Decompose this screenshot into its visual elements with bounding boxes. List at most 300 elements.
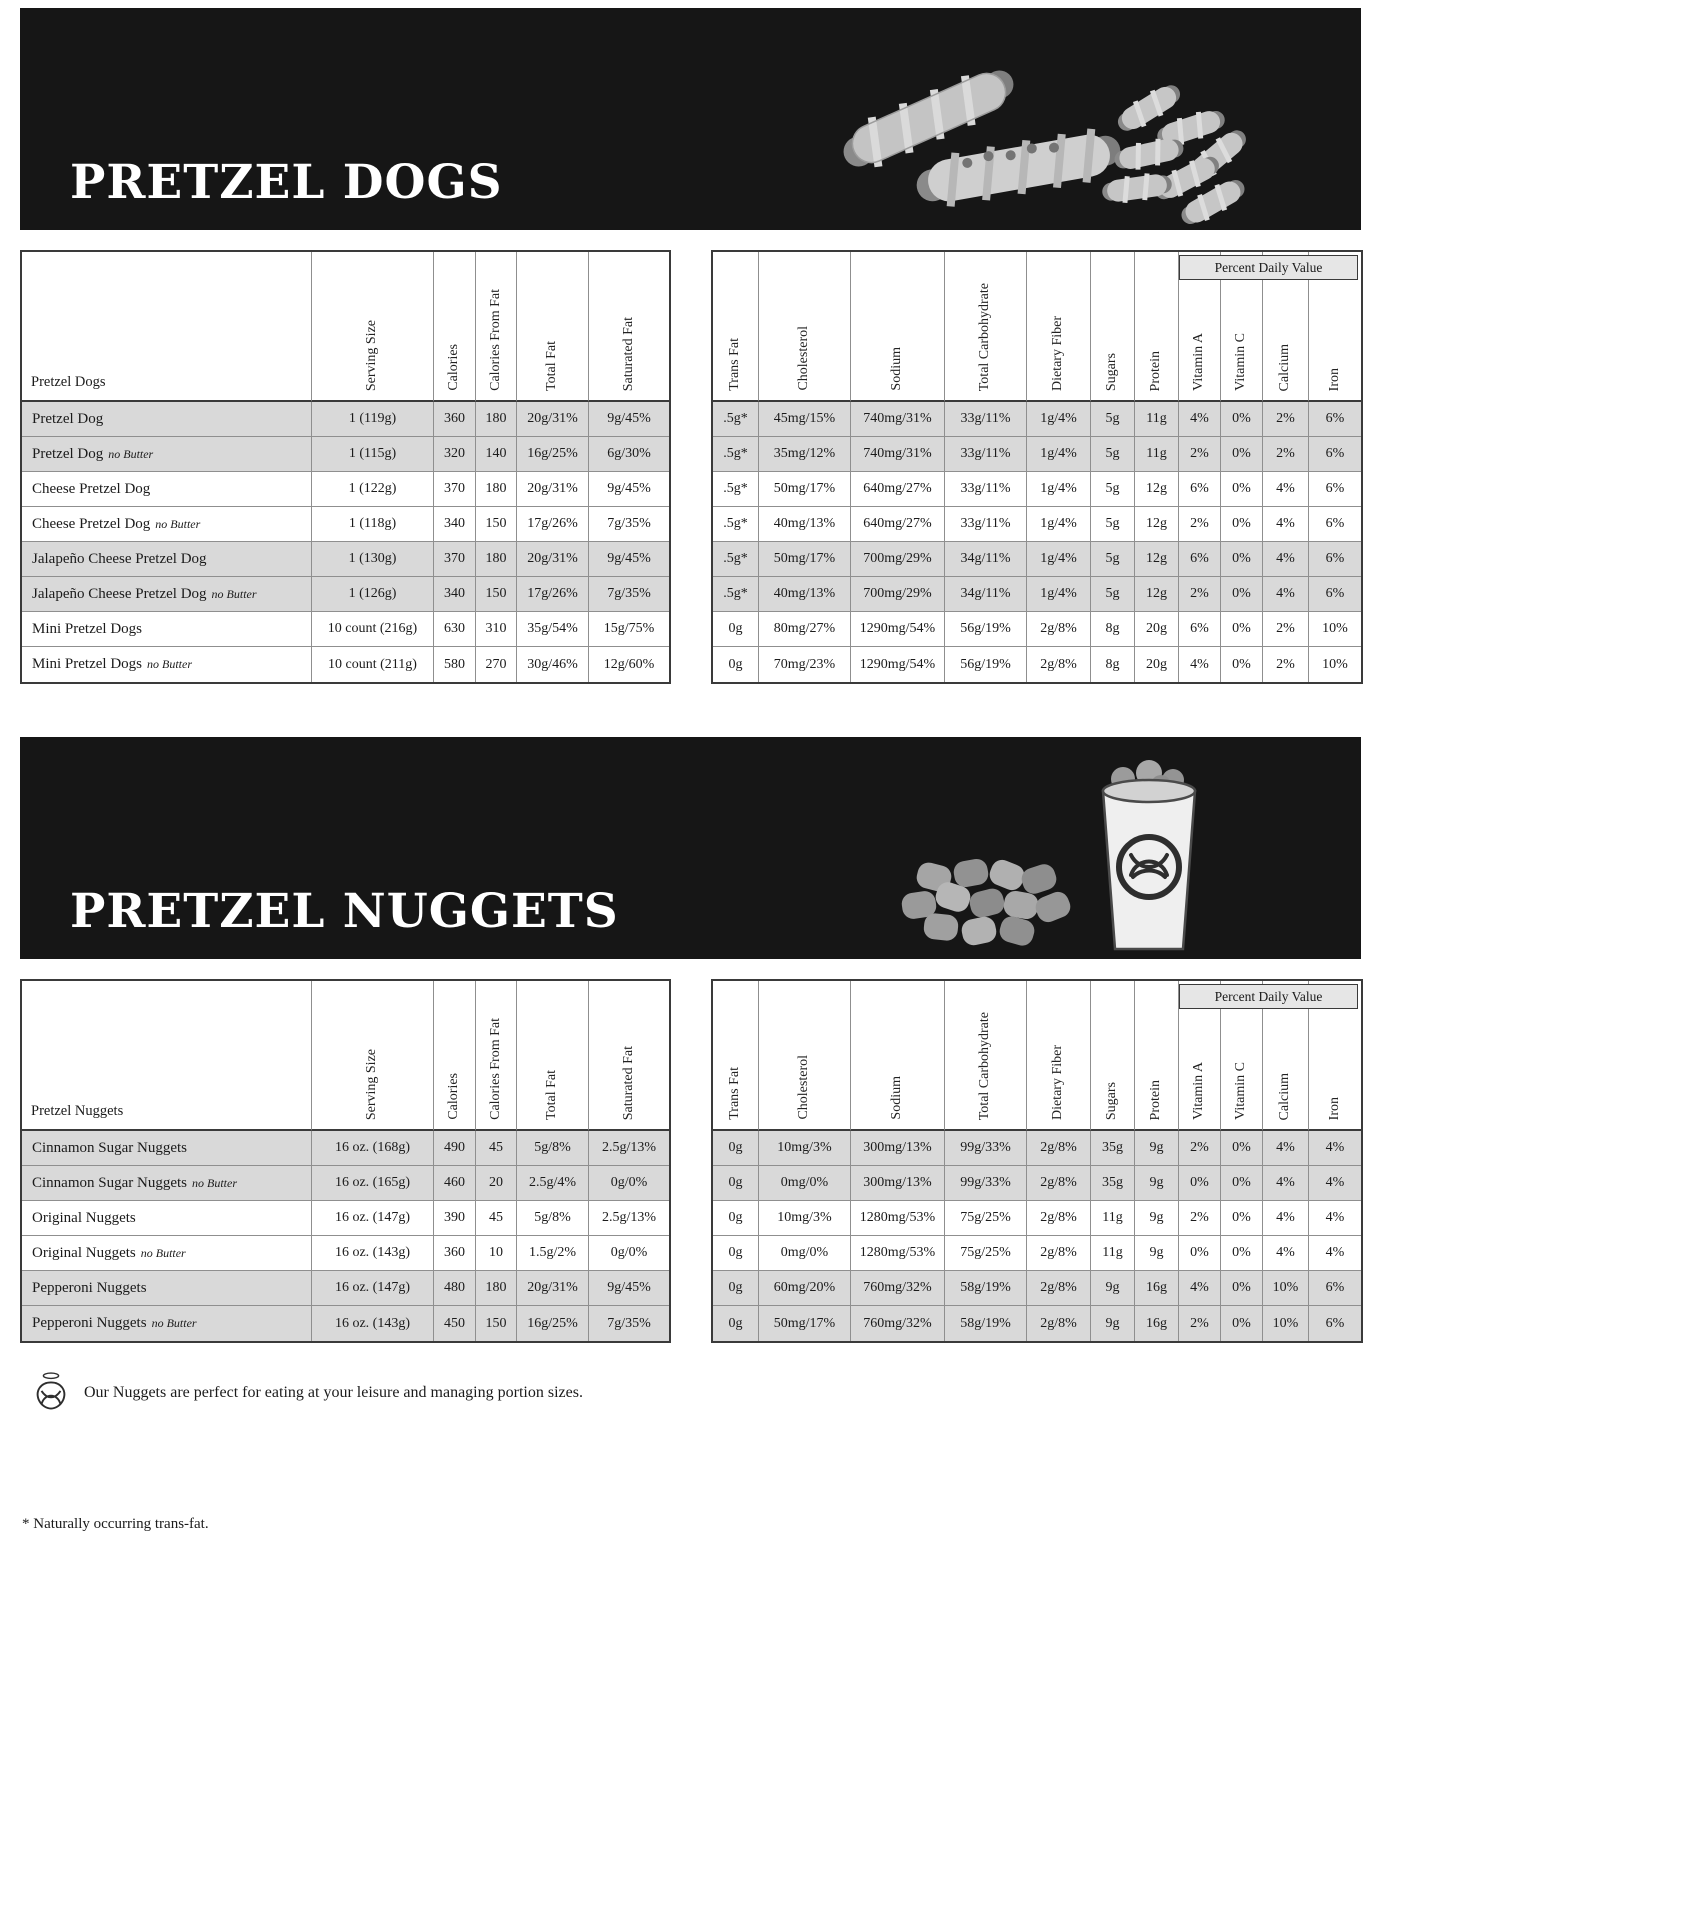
nuggets-note (20, 1369, 1361, 1416)
value-cell: 45 (476, 1131, 517, 1166)
value-cell: 10mg/3% (759, 1131, 851, 1166)
row-label (22, 577, 312, 612)
column-header-text: Sugars (1104, 1081, 1120, 1120)
value-cell: 1.5g/2% (517, 1236, 589, 1271)
value-cell: 30g/46% (517, 647, 589, 682)
value-cell: 370 (434, 472, 476, 507)
value-cell: 0g (713, 1166, 759, 1201)
nutrition-table-right (711, 250, 1363, 684)
value-cell: 4% (1179, 1271, 1221, 1306)
value-cell: 1280mg/53% (851, 1201, 945, 1236)
value-cell: 2g/8% (1027, 612, 1091, 647)
value-cell: 5g (1091, 507, 1135, 542)
value-cell: 460 (434, 1166, 476, 1201)
value-cell: 300mg/13% (851, 1131, 945, 1166)
value-cell: 0% (1221, 1236, 1263, 1271)
column-header-text: Sodium (889, 1076, 905, 1120)
item-name: Pepperoni Nuggets (32, 1315, 147, 1331)
value-cell: 11g (1091, 1236, 1135, 1271)
value-cell: 10% (1309, 612, 1361, 647)
value-cell: 0g (713, 612, 759, 647)
value-cell: 75g/25% (945, 1201, 1027, 1236)
column-header-text: Total Fat (544, 341, 560, 391)
value-cell: 50mg/17% (759, 472, 851, 507)
column-header-text: Calories From Fat (487, 289, 503, 391)
column-header-text: Iron (1326, 1096, 1342, 1120)
column-header-text: Vitamin C (1233, 1062, 1249, 1120)
value-cell: 35mg/12% (759, 437, 851, 472)
value-cell: 8g (1091, 647, 1135, 682)
value-cell: 20g/31% (517, 1271, 589, 1306)
value-cell: 60mg/20% (759, 1271, 851, 1306)
row-label (22, 612, 312, 647)
value-cell: 0g (713, 1271, 759, 1306)
column-header (1091, 981, 1135, 1131)
value-cell: 4% (1263, 1236, 1309, 1271)
value-cell: 2% (1179, 507, 1221, 542)
value-cell: 2% (1179, 1201, 1221, 1236)
column-header (945, 252, 1027, 402)
value-cell: 2% (1263, 647, 1309, 682)
item-name: Jalapeño Cheese Pretzel Dog (32, 585, 207, 602)
value-cell: 2g/8% (1027, 1131, 1091, 1166)
value-cell: 0g (713, 647, 759, 682)
value-cell: 740mg/31% (851, 402, 945, 437)
value-cell: 4% (1179, 647, 1221, 682)
pretzel-nuggets-photo (889, 755, 1219, 955)
value-cell: 9g/45% (589, 542, 669, 577)
value-cell: 16g/25% (517, 437, 589, 472)
column-header (945, 981, 1027, 1131)
column-header-text: Saturated Fat (620, 1045, 636, 1120)
column-header (713, 252, 759, 402)
value-cell: 7g/35% (589, 1306, 669, 1341)
item-name-suffix: no Butter (140, 1245, 186, 1260)
column-header (312, 981, 434, 1131)
column-header-text: Iron (1326, 367, 1342, 391)
value-cell: 6% (1309, 577, 1361, 612)
value-cell: 9g (1091, 1306, 1135, 1341)
value-cell: 0% (1221, 472, 1263, 507)
column-header (759, 981, 851, 1131)
value-cell: 4% (1263, 507, 1309, 542)
nutrition-table-left (20, 250, 671, 684)
column-header-text: Trans Fat (727, 338, 743, 391)
value-cell: 33g/11% (945, 472, 1027, 507)
value-cell: 9g (1091, 1271, 1135, 1306)
value-cell: 2g/8% (1027, 1306, 1091, 1341)
value-cell: 180 (476, 402, 517, 437)
value-cell: 320 (434, 437, 476, 472)
value-cell: 6% (1179, 542, 1221, 577)
value-cell: 1290mg/54% (851, 612, 945, 647)
value-cell: 5g/8% (517, 1201, 589, 1236)
item-name: Pepperoni Nuggets (32, 1279, 147, 1296)
column-header-text: Dietary Fiber (1050, 1044, 1066, 1120)
value-cell: 12g (1135, 507, 1179, 542)
value-cell: 0% (1179, 1166, 1221, 1201)
value-cell: 5g (1091, 577, 1135, 612)
item-name: Pretzel Dog (32, 445, 104, 462)
item-name: Original Nuggets (32, 1244, 136, 1261)
value-cell: 6% (1309, 472, 1361, 507)
item-name-suffix: no Butter (108, 446, 154, 461)
value-cell: .5g* (713, 402, 759, 437)
value-cell: 9g (1135, 1236, 1179, 1271)
value-cell: 2.5g/13% (589, 1131, 669, 1166)
value-cell: 11g (1135, 402, 1179, 437)
value-cell: 15g/75% (589, 612, 669, 647)
value-cell: 0g/0% (589, 1236, 669, 1271)
value-cell: 2g/8% (1027, 1201, 1091, 1236)
value-cell: 310 (476, 612, 517, 647)
column-header-text: Protein (1148, 350, 1164, 391)
value-cell: 2% (1179, 1131, 1221, 1166)
pretzel-dogs-banner (20, 8, 1361, 230)
value-cell: 8g (1091, 612, 1135, 647)
value-cell: 16g (1135, 1271, 1179, 1306)
value-cell: 0% (1221, 437, 1263, 472)
column-header (713, 981, 759, 1131)
value-cell: 450 (434, 1306, 476, 1341)
value-cell: 5g (1091, 542, 1135, 577)
value-cell: 0% (1221, 402, 1263, 437)
value-cell: 4% (1179, 402, 1221, 437)
value-cell: 58g/19% (945, 1306, 1027, 1341)
value-cell: 20 (476, 1166, 517, 1201)
value-cell: 2% (1263, 612, 1309, 647)
value-cell: 12g (1135, 542, 1179, 577)
value-cell: 340 (434, 507, 476, 542)
column-header-text: Dietary Fiber (1050, 315, 1066, 391)
value-cell: 4% (1263, 542, 1309, 577)
value-cell: 150 (476, 577, 517, 612)
document-content (20, 8, 1361, 1416)
column-header-text: Calcium (1277, 343, 1293, 391)
value-cell: 180 (476, 542, 517, 577)
column-header (434, 981, 476, 1131)
value-cell: 2% (1179, 1306, 1221, 1341)
value-cell: 5g (1091, 472, 1135, 507)
value-cell: 20g/31% (517, 472, 589, 507)
value-cell: 7g/35% (589, 577, 669, 612)
value-cell: 10 (476, 1236, 517, 1271)
value-cell: 360 (434, 1236, 476, 1271)
value-cell: 0% (1221, 507, 1263, 542)
value-cell: 12g (1135, 472, 1179, 507)
value-cell: 6% (1309, 1306, 1361, 1341)
value-cell: 0g (713, 1131, 759, 1166)
value-cell: 1280mg/53% (851, 1236, 945, 1271)
value-cell: 1 (118g) (312, 507, 434, 542)
item-name: Mini Pretzel Dogs (32, 620, 142, 637)
column-header-text: Calories (446, 344, 462, 391)
value-cell: 34g/11% (945, 577, 1027, 612)
table-corner-label (22, 252, 312, 402)
table-corner-label-text: Pretzel Dogs (31, 374, 106, 390)
item-name-suffix: no Butter (151, 1316, 197, 1330)
pretzel-icon (32, 1369, 70, 1416)
value-cell: 0mg/0% (759, 1236, 851, 1271)
value-cell: 1 (119g) (312, 402, 434, 437)
value-cell: 16 oz. (143g) (312, 1236, 434, 1271)
value-cell: 1g/4% (1027, 437, 1091, 472)
value-cell: 4% (1263, 1201, 1309, 1236)
value-cell: 9g (1135, 1166, 1179, 1201)
column-header-text: Total Carbohydrate (977, 1011, 993, 1120)
value-cell: 1 (115g) (312, 437, 434, 472)
value-cell: 35g/54% (517, 612, 589, 647)
value-cell: 56g/19% (945, 647, 1027, 682)
value-cell: 140 (476, 437, 517, 472)
column-header-text: Sodium (889, 347, 905, 391)
pretzel-nuggets-section (20, 737, 1361, 1416)
value-cell: 9g (1135, 1201, 1179, 1236)
row-label (22, 1236, 312, 1271)
item-name-suffix: no Butter (192, 1175, 237, 1190)
value-cell: 0% (1221, 577, 1263, 612)
value-cell: 5g (1091, 402, 1135, 437)
column-header-text: Saturated Fat (620, 316, 636, 391)
row-label (22, 1131, 312, 1166)
row-label (22, 507, 312, 542)
row-label (22, 542, 312, 577)
value-cell: 340 (434, 577, 476, 612)
value-cell: 2g/8% (1027, 647, 1091, 682)
column-header (589, 981, 669, 1131)
value-cell: 34g/11% (945, 542, 1027, 577)
value-cell: 20g (1135, 612, 1179, 647)
item-name: Mini Pretzel Dogs (32, 656, 142, 672)
value-cell: 5g (1091, 437, 1135, 472)
value-cell: 0% (1179, 1236, 1221, 1271)
value-cell: 0% (1221, 1201, 1263, 1236)
value-cell: 75g/25% (945, 1236, 1027, 1271)
value-cell: 0% (1221, 612, 1263, 647)
value-cell: 16 oz. (147g) (312, 1201, 434, 1236)
value-cell: 2g/8% (1027, 1166, 1091, 1201)
value-cell: 370 (434, 542, 476, 577)
value-cell: 1g/4% (1027, 577, 1091, 612)
item-name: Cinnamon Sugar Nuggets (32, 1174, 187, 1191)
column-header-text: Cholesterol (796, 1055, 812, 1120)
column-header (517, 252, 589, 402)
value-cell: 1g/4% (1027, 507, 1091, 542)
value-cell: 16 oz. (143g) (312, 1306, 434, 1341)
value-cell: 4% (1263, 577, 1309, 612)
row-label (22, 437, 312, 472)
note-text: Our Nuggets are perfect for eating at your leisure and managing portion sizes. (84, 1383, 583, 1401)
value-cell: 700mg/29% (851, 577, 945, 612)
value-cell: 2.5g/4% (517, 1166, 589, 1201)
value-cell: 6% (1309, 402, 1361, 437)
value-cell: 490 (434, 1131, 476, 1166)
value-cell: 7g/35% (589, 507, 669, 542)
value-cell: 1g/4% (1027, 472, 1091, 507)
value-cell: .5g* (713, 542, 759, 577)
value-cell: 20g (1135, 647, 1179, 682)
value-cell: 1 (122g) (312, 472, 434, 507)
value-cell: 11g (1135, 437, 1179, 472)
value-cell: 9g/45% (589, 472, 669, 507)
column-header-text: Vitamin A (1191, 333, 1207, 391)
value-cell: 1 (130g) (312, 542, 434, 577)
value-cell: 16 oz. (147g) (312, 1271, 434, 1306)
column-header (476, 981, 517, 1131)
column-header-text: Vitamin C (1233, 333, 1249, 391)
value-cell: 4% (1263, 1166, 1309, 1201)
value-cell: 10 count (216g) (312, 612, 434, 647)
item-name: Original Nuggets (32, 1209, 136, 1226)
value-cell: 45mg/15% (759, 402, 851, 437)
value-cell: 16 oz. (168g) (312, 1131, 434, 1166)
value-cell: 1g/4% (1027, 542, 1091, 577)
column-header-text: Protein (1148, 1079, 1164, 1120)
column-header (1091, 252, 1135, 402)
value-cell: 70mg/23% (759, 647, 851, 682)
value-cell: 150 (476, 1306, 517, 1341)
value-cell: 50mg/17% (759, 542, 851, 577)
value-cell: 20g/31% (517, 402, 589, 437)
value-cell: 10% (1263, 1306, 1309, 1341)
value-cell: 6g/30% (589, 437, 669, 472)
value-cell: 480 (434, 1271, 476, 1306)
table-corner-label (22, 981, 312, 1131)
column-header-text: Serving Size (364, 319, 380, 391)
value-cell: 1g/4% (1027, 402, 1091, 437)
value-cell: 4% (1309, 1236, 1361, 1271)
column-header-text: Cholesterol (796, 326, 812, 391)
section-title: PRETZEL DOGS (70, 155, 503, 210)
item-name: Jalapeño Cheese Pretzel Dog (32, 550, 207, 567)
value-cell: 33g/11% (945, 437, 1027, 472)
item-name: Cinnamon Sugar Nuggets (32, 1139, 187, 1156)
column-header-text: Total Carbohydrate (977, 282, 993, 391)
value-cell: 16g (1135, 1306, 1179, 1341)
value-cell: 180 (476, 472, 517, 507)
value-cell: .5g* (713, 437, 759, 472)
value-cell: 40mg/13% (759, 577, 851, 612)
value-cell: 35g (1091, 1131, 1135, 1166)
value-cell: 630 (434, 612, 476, 647)
value-cell: 58g/19% (945, 1271, 1027, 1306)
value-cell: 9g/45% (589, 1271, 669, 1306)
value-cell: 700mg/29% (851, 542, 945, 577)
column-header (851, 252, 945, 402)
percent-daily-value-label: Percent Daily Value (1179, 984, 1358, 1009)
value-cell: 10mg/3% (759, 1201, 851, 1236)
trans-fat-footnote: * Naturally occurring trans-fat. (22, 1516, 209, 1532)
row-label (22, 647, 312, 682)
value-cell: 4% (1309, 1166, 1361, 1201)
column-header (851, 981, 945, 1131)
value-cell: 0% (1221, 1166, 1263, 1201)
item-name: Cheese Pretzel Dog (32, 515, 151, 532)
value-cell: 5g/8% (517, 1131, 589, 1166)
value-cell: 56g/19% (945, 612, 1027, 647)
row-label (22, 1306, 312, 1341)
value-cell: 6% (1309, 507, 1361, 542)
value-cell: 740mg/31% (851, 437, 945, 472)
row-label (22, 472, 312, 507)
value-cell: 6% (1309, 1271, 1361, 1306)
value-cell: 2g/8% (1027, 1271, 1091, 1306)
pretzel-nuggets-tables (20, 979, 1361, 1343)
column-header-text: Vitamin A (1191, 1062, 1207, 1120)
value-cell: 150 (476, 507, 517, 542)
column-header (517, 981, 589, 1131)
value-cell: 16g/25% (517, 1306, 589, 1341)
column-header (1135, 981, 1179, 1131)
pretzel-dogs-photo (819, 46, 1249, 228)
value-cell: 640mg/27% (851, 472, 945, 507)
value-cell: 33g/11% (945, 402, 1027, 437)
value-cell: 4% (1263, 472, 1309, 507)
value-cell: 4% (1309, 1131, 1361, 1166)
value-cell: 300mg/13% (851, 1166, 945, 1201)
value-cell: 10% (1322, 656, 1348, 672)
value-cell: 0% (1221, 647, 1263, 682)
value-cell: .5g* (713, 577, 759, 612)
value-cell: 12g (1135, 577, 1179, 612)
value-cell: 360 (434, 402, 476, 437)
value-cell: 2% (1179, 577, 1221, 612)
value-cell: 0g (713, 1201, 759, 1236)
value-cell: 0% (1221, 542, 1263, 577)
column-header-text: Trans Fat (727, 1067, 743, 1120)
value-cell: 390 (434, 1201, 476, 1236)
percent-daily-value-label: Percent Daily Value (1179, 255, 1358, 280)
value-cell: 2% (1179, 437, 1221, 472)
column-header-text: Calories From Fat (487, 1018, 503, 1120)
nutrition-table-left (20, 979, 671, 1343)
value-cell: 180 (476, 1271, 517, 1306)
value-cell: 1290mg/54% (851, 647, 945, 682)
value-cell: 580 (434, 647, 476, 682)
row-label (22, 402, 312, 437)
row-label (22, 1201, 312, 1236)
value-cell: 80mg/27% (759, 612, 851, 647)
value-cell: 11g (1091, 1201, 1135, 1236)
column-header-text: Serving Size (364, 1048, 380, 1120)
value-cell: 0% (1221, 1131, 1263, 1166)
column-header (759, 252, 851, 402)
value-cell: 12g/60% (603, 656, 655, 672)
value-cell: 16 oz. (165g) (312, 1166, 434, 1201)
value-cell: .5g* (713, 507, 759, 542)
section-title: PRETZEL NUGGETS (70, 884, 619, 939)
nutrition-table-right (711, 979, 1363, 1343)
value-cell: 0% (1221, 1271, 1263, 1306)
item-name: Cheese Pretzel Dog (32, 480, 151, 497)
value-cell: 99g/33% (945, 1131, 1027, 1166)
value-cell: 6% (1309, 437, 1361, 472)
column-header (434, 252, 476, 402)
value-cell: 2g/8% (1027, 1236, 1091, 1271)
value-cell: 4% (1263, 1131, 1309, 1166)
value-cell: 6% (1179, 472, 1221, 507)
value-cell: 17g/26% (517, 577, 589, 612)
value-cell: 2.5g/13% (589, 1201, 669, 1236)
column-header (1027, 252, 1091, 402)
value-cell: 0% (1221, 1306, 1263, 1341)
value-cell: 0g/0% (589, 1166, 669, 1201)
row-label (22, 1166, 312, 1201)
item-name-suffix: no Butter (155, 516, 201, 531)
item-name-suffix: no Butter (211, 586, 257, 601)
value-cell: 2% (1263, 437, 1309, 472)
value-cell: 760mg/32% (851, 1271, 945, 1306)
